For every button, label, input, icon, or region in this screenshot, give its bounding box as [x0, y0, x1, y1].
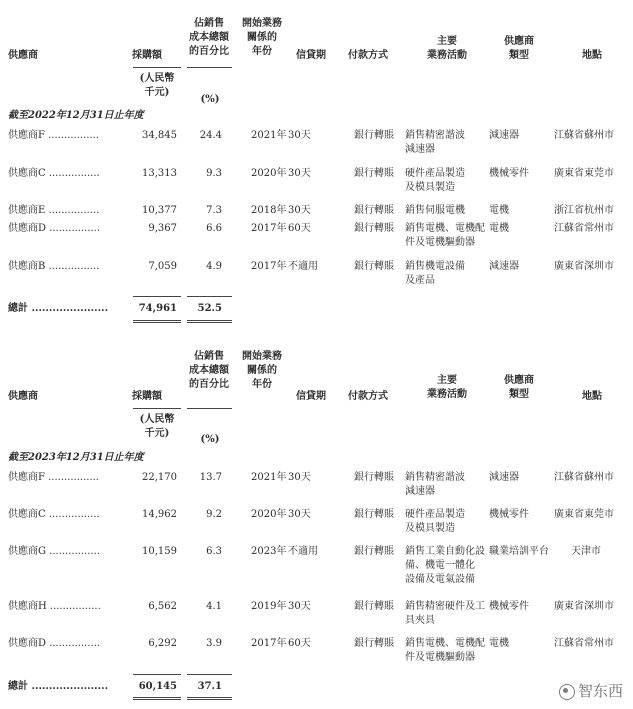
supplier-type: 職業培訓平台 — [489, 546, 549, 557]
start-year: 2021年 — [251, 472, 287, 483]
supplier-type: 機械零件 — [489, 168, 529, 179]
header-credit: 信貸期 — [296, 50, 326, 61]
header-pct: 佔銷售 成本總額 的百分比 — [189, 351, 229, 390]
location: 江蘇省蘇州市 — [554, 130, 614, 141]
business-activity: 銷售精密硬件及工 具夾具 — [405, 601, 485, 626]
header-payment: 付款方式 — [348, 50, 388, 61]
header-location: 地點 — [582, 50, 602, 61]
supplier-name: 供應商F ................ — [8, 472, 99, 483]
payment-method: 銀行轉賬 — [354, 509, 394, 520]
payment-method: 銀行轉賬 — [354, 261, 394, 272]
business-activity: 銷售精密諧波 減速器 — [405, 472, 465, 497]
business-activity: 銷售工業自動化設 備、機電一體化 設備及電氣設備 — [405, 546, 485, 585]
supplier-type: 機械零件 — [489, 601, 529, 612]
header-type: 供應商 類型 — [504, 375, 534, 400]
period-label: 截至2022年12月31日止年度 — [8, 110, 144, 121]
start-year: 2020年 — [251, 168, 287, 179]
credit-period: 30天 — [288, 601, 311, 612]
cost-pct: 13.7 — [199, 472, 222, 483]
supplier-name: 供應商D ................ — [8, 223, 101, 234]
payment-method: 銀行轉賬 — [354, 546, 394, 557]
period-label: 截至2023年12月31日止年度 — [8, 452, 144, 463]
header-purchase: 採購額 — [132, 391, 162, 402]
credit-period: 不適用 — [288, 546, 318, 557]
cost-pct: 4.1 — [206, 601, 222, 612]
supplier-name: 供應商E ................ — [8, 205, 100, 216]
purchase-amount: 10,159 — [142, 546, 177, 557]
purchase-amount: 22,170 — [142, 472, 177, 483]
start-year: 2018年 — [251, 205, 287, 216]
credit-period: 30天 — [288, 130, 311, 141]
business-activity: 銷售伺服電機 — [405, 205, 465, 216]
supplier-name: 供應商D ................ — [8, 638, 101, 649]
credit-period: 30天 — [288, 205, 311, 216]
supplier-name: 供應商C ................ — [8, 168, 100, 179]
location: 廣東省東莞市 — [554, 509, 614, 520]
start-year: 2017年 — [251, 223, 287, 234]
payment-method: 銀行轉賬 — [354, 205, 394, 216]
purchase-amount: 34,845 — [142, 130, 177, 141]
supplier-type: 減速器 — [489, 472, 519, 483]
header-credit: 信貸期 — [296, 391, 326, 402]
cost-pct: 9.3 — [206, 168, 222, 179]
total-purchase: 74,961 — [138, 303, 177, 314]
payment-method: 銀行轉賬 — [354, 130, 394, 141]
header-payment: 付款方式 — [348, 391, 388, 402]
cost-pct: 6.6 — [206, 223, 222, 234]
purchase-amount: 6,292 — [148, 638, 177, 649]
cost-pct: 3.9 — [206, 638, 222, 649]
supplier-type: 電機 — [489, 638, 509, 649]
business-activity: 硬件產品製造 及模具製造 — [405, 168, 465, 193]
purchase-amount: 13,313 — [142, 168, 177, 179]
total-pct: 52.5 — [197, 303, 222, 314]
total-label: 總計 ...................... — [8, 303, 109, 314]
start-year: 2020年 — [251, 509, 287, 520]
start-year: 2017年 — [251, 261, 287, 272]
location: 江蘇省常州市 — [554, 223, 614, 234]
start-year: 2019年 — [251, 601, 287, 612]
supplier-type: 電機 — [489, 205, 509, 216]
supplier-name: 供應商F ................ — [8, 130, 99, 141]
purchase-amount: 7,059 — [148, 261, 177, 272]
location: 江蘇省常州市 — [554, 638, 614, 649]
header-year: 開始業務 關係的 年份 — [242, 18, 282, 57]
credit-period: 60天 — [288, 638, 311, 649]
header-supplier: 供應商 — [8, 50, 38, 61]
purchase-amount: 14,962 — [142, 509, 177, 520]
unit-purchase: (人民幣 千元) — [139, 73, 175, 98]
supplier-name: 供應商G ................ — [8, 546, 101, 557]
header-activity: 主要 業務活動 — [427, 375, 467, 400]
supplier-type: 減速器 — [489, 261, 519, 272]
credit-period: 30天 — [288, 168, 311, 179]
location: 江蘇省蘇州市 — [554, 472, 614, 483]
payment-method: 銀行轉賬 — [354, 601, 394, 612]
cost-pct: 7.3 — [206, 205, 222, 216]
credit-period: 60天 — [288, 223, 311, 234]
cost-pct: 24.4 — [199, 130, 222, 141]
supplier-type: 電機 — [489, 223, 509, 234]
cost-pct: 6.3 — [206, 546, 222, 557]
total-label: 總計 ...................... — [8, 681, 109, 692]
header-supplier: 供應商 — [8, 391, 38, 402]
supplier-name: 供應商C ................ — [8, 509, 100, 520]
business-activity: 銷售電機、電機配 件及電機驅動器 — [405, 638, 485, 663]
payment-method: 銀行轉賬 — [354, 472, 394, 483]
start-year: 2017年 — [251, 638, 287, 649]
start-year: 2021年 — [251, 130, 287, 141]
supplier-type: 減速器 — [489, 130, 519, 141]
header-activity: 主要 業務活動 — [427, 36, 467, 61]
unit-pct: (%) — [200, 434, 220, 445]
cost-pct: 4.9 — [206, 261, 222, 272]
header-location: 地點 — [582, 391, 602, 402]
header-pct: 佔銷售 成本總額 的百分比 — [189, 18, 229, 57]
credit-period: 不適用 — [288, 261, 318, 272]
header-year: 開始業務 關係的 年份 — [242, 351, 282, 390]
location: 廣東省深圳市 — [554, 261, 614, 272]
cost-pct: 9.2 — [206, 509, 222, 520]
business-activity: 硬件產品製造 及模具製造 — [405, 509, 465, 534]
business-activity: 銷售機電設備 及產品 — [405, 261, 465, 286]
header-purchase: 採購額 — [132, 50, 162, 61]
business-activity: 銷售電機、電機配 件及電機驅動器 — [405, 223, 485, 248]
supplier-name: 供應商H ................ — [8, 601, 101, 612]
unit-pct: (%) — [200, 94, 220, 105]
purchase-amount: 10,377 — [142, 205, 177, 216]
location: 天津市 — [571, 546, 601, 557]
payment-method: 銀行轉賬 — [354, 168, 394, 179]
business-activity: 銷售精密諧波 減速器 — [405, 130, 465, 155]
watermark-text: 智东西 — [577, 682, 623, 700]
payment-method: 銀行轉賬 — [354, 638, 394, 649]
watermark — [559, 680, 623, 701]
total-purchase: 60,145 — [138, 681, 177, 692]
start-year: 2023年 — [251, 546, 287, 557]
supplier-name: 供應商B ................ — [8, 261, 100, 272]
unit-purchase: (人民幣 千元) — [139, 414, 175, 439]
purchase-amount: 9,367 — [148, 223, 177, 234]
credit-period: 30天 — [288, 509, 311, 520]
location: 廣東省深圳市 — [554, 601, 614, 612]
brand-logo-icon — [559, 684, 575, 700]
purchase-amount: 6,562 — [148, 601, 177, 612]
credit-period: 30天 — [288, 472, 311, 483]
supplier-type: 機械零件 — [489, 509, 529, 520]
location: 廣東省東莞市 — [554, 168, 614, 179]
header-type: 供應商 類型 — [504, 36, 534, 61]
location: 浙江省杭州市 — [554, 205, 614, 216]
payment-method: 銀行轉賬 — [354, 223, 394, 234]
total-pct: 37.1 — [197, 681, 222, 692]
